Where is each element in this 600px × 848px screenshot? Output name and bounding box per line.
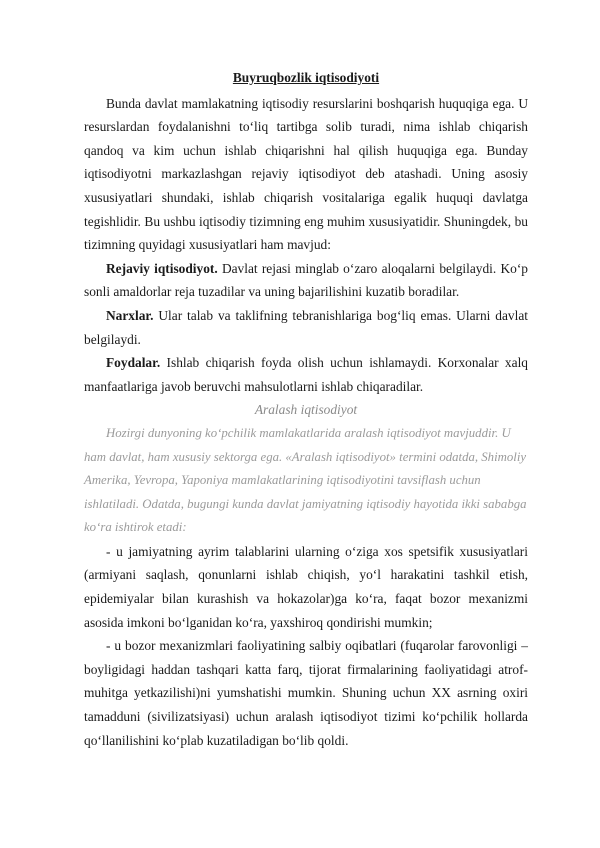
page-title: Buyruqbozlik iqtisodiyoti <box>232 70 380 85</box>
item-term: Narxlar. <box>106 307 154 323</box>
list-item <box>84 351 528 398</box>
document-page <box>84 66 528 752</box>
intro-paragraph: Bunda davlat mamlakatning iqtisodiy resurslarini boshqarish huquqiga ega. U resurslardan foydalanishni to‘liq tartibga solib turadi, nima ishlab chiqarish qandoq va kim uchun ishlab chiqarishni hal qilish huquqiga ega. Bunday iqtisodiyotni markazlashgan rejaviy iqtisodiyot deb atashadi. Uning asosiy xususiyatlari shundaki, ishlab chiqarish vositalariga egalik huquqi davlatga tegishlidir. Bu ushbu iqtisodiy tizimning eng muhim xususiyatidir. Shuningdek, bu tizimning quyidagi xususiyatlari ham mavjud: <box>84 95 528 253</box>
item-text: Davlat rejasi minglab o‘zaro aloqalarni belgilaydi. Ko‘p sonli amaldorlar reja tuzadilar va uning bajarilishini kuzatib boradilar. <box>84 260 528 300</box>
faded-paragraph: Hozirgi dunyoning ko‘pchilik mamlakatlarida aralash iqtisodiyot mavjuddir. U ham davlat, ham xususiy sektorga ega. «Aralash iqtisodiyot» termini odatda, Shimoliy Amerika, Yevropa, Yaponiya mamlakatlarining iqtisodiyotini tavsiflash uchun ishlatiladi. Odatda, bugungi kunda davlat jamiyatning iqtisodiy hayotida ikki sababga ko‘ra ishtirok etadi: <box>84 425 527 535</box>
item-term: Rejaviy iqtisodiyot. <box>106 260 218 276</box>
list-item <box>84 257 528 304</box>
bullet-paragraph: - u bozor mexanizmlari faoliyatining salbiy oqibatlari (fuqarolar farovonligi – boyligidagi haddan tashqari katta farq, tijorat firmalarining faoliyatidagi atrof-muhitga yetkazilishi)ni yumshatishi mumkin. Shuning uchun XX asrning oxiri tamadduni (sivilizatsiyasi) uchun aralash iqtisodiyot tizimi ko‘pchilik hollarda qo‘llanilishini ko‘plab kuzatiladigan bo‘lib qoldi. <box>84 638 528 748</box>
list-item <box>84 304 528 351</box>
item-text: Ishlab chiqarish foyda olish uchun ishlamaydi. Korxonalar xalq manfaatlariga javob beruvchi mahsulotlarni ishlab chiqaradilar. <box>84 355 528 394</box>
bullet-paragraph: - u jamiyatning ayrim talablarini ularning o‘ziga xos spetsifik xususiyatlari (armiyani saqlash, qonunlarni ishlab chiqish, yo‘l harakatini tashkil etish, epidemiyalar bilan kurashish va hokazolar)ga ko‘ra, faqat bozor mexanizmi asosida imkoni bo‘lganidan ko‘ra, yaxshiroq qondirishi mumkin; <box>84 543 528 630</box>
item-text: Ular talab va taklifning tebranishlariga bog‘liq emas. Ularni davlat belgilaydi. <box>84 307 528 347</box>
section-subtitle: Aralash iqtisodiyot <box>254 402 358 418</box>
item-term: Foydalar. <box>106 355 161 371</box>
